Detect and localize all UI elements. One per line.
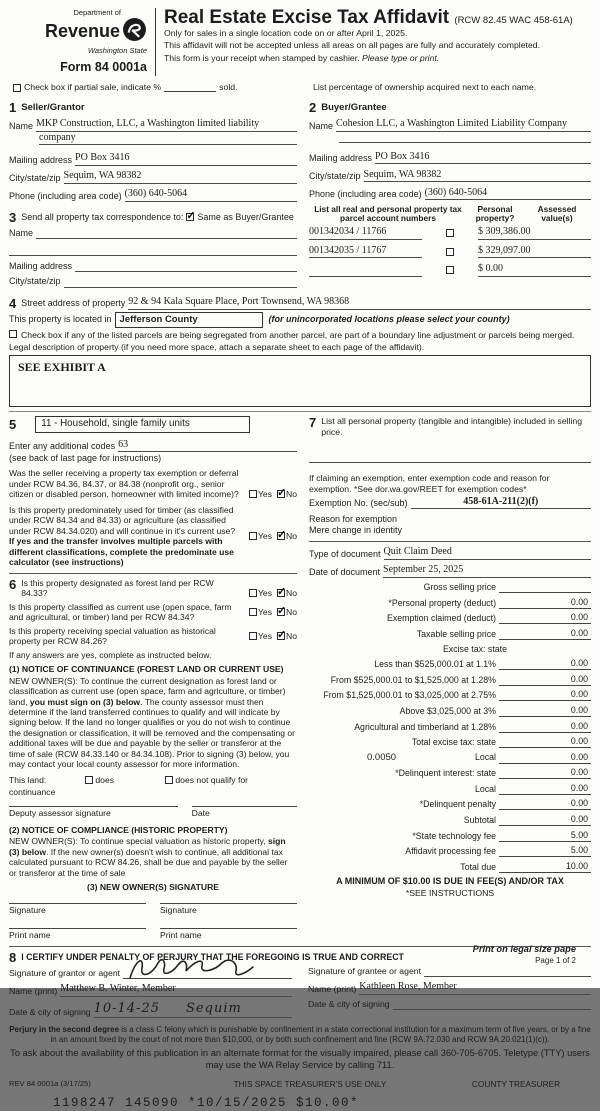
form-note-3: This form is your receipt when stamped by cashier. — [164, 52, 362, 63]
buyer-name-field-line2[interactable] — [339, 132, 591, 143]
yes-label: Yes — [257, 606, 272, 617]
corr-mailing-label: Mailing address — [9, 260, 73, 271]
dor-logo-icon — [122, 17, 147, 44]
tax-row-value[interactable]: 0.00 — [499, 814, 591, 826]
new-owner-signature-title: (3) NEW OWNER(S) SIGNATURE — [86, 882, 220, 893]
reason-exemption-field[interactable]: Mere change in identity — [309, 525, 403, 536]
buyer-mailing-label: Mailing address — [309, 153, 373, 164]
tax-row-label: Gross selling price — [423, 582, 496, 593]
seller-phone-label: Phone (including area code) — [9, 190, 122, 201]
seller-city-field[interactable]: Sequim, WA 98382 — [64, 170, 297, 184]
grantor-printname-label: Name (print) — [9, 985, 58, 996]
treasurer-stamp: 1198247 145090 *10/15/2025 $10.00* — [53, 1095, 360, 1110]
tax-row-label: Subtotal — [463, 814, 496, 825]
tax-row-label: *Delinquent penalty — [419, 799, 496, 810]
tax-row-value[interactable] — [499, 583, 591, 593]
excise-tax-state-header: Excise tax: state — [442, 643, 507, 654]
section1-title: Seller/Grantor — [21, 102, 85, 113]
tax-row-value[interactable]: 0.00 — [499, 628, 591, 640]
seller-phone-field[interactable]: (360) 640-5064 — [125, 188, 297, 202]
q3-no-checkbox[interactable] — [277, 589, 285, 597]
tax-row-value[interactable]: 0.00 — [499, 736, 591, 748]
parcel-row — [309, 226, 591, 240]
buyer-mailing-field[interactable]: PO Box 3416 — [375, 151, 591, 165]
new-owner-printname-field-2[interactable] — [160, 928, 297, 941]
county-select[interactable]: Jefferson County — [115, 312, 263, 328]
parcel-row — [309, 245, 591, 259]
print-name-label: Print name — [160, 929, 202, 940]
exemption-intro-2: exemption. *See dor.wa.gov/REET for exemption codes* — [309, 483, 527, 494]
form-number: Form 84 0001a — [60, 59, 147, 74]
tax-row-label: Taxable selling price — [416, 629, 496, 640]
corr-name-field-line2[interactable] — [9, 245, 297, 256]
ownership-percentage-note: List percentage of ownership acquired next to each name. — [313, 81, 537, 92]
grantor-city-handwritten: Sequim — [186, 1000, 242, 1016]
assessed-value-field[interactable]: $ 309,386.00 — [478, 226, 591, 240]
tax-row-value[interactable]: 5.00 — [499, 830, 591, 842]
yes-label: Yes — [257, 587, 272, 598]
grantor-printname-field[interactable]: Matthew B. Winter, Member — [60, 983, 292, 997]
doc-date-label: Date of document — [309, 566, 381, 577]
reason-exemption-label: Reason for exemption — [309, 513, 398, 524]
revenue-wordmark: Revenue — [44, 20, 120, 41]
grantor-signature-label: Signature of grantor or agent — [9, 968, 121, 979]
washington-state-label: Washington State — [87, 45, 147, 55]
q1-yes-checkbox[interactable] — [249, 490, 257, 498]
grantee-printname-label: Name (print) — [308, 983, 357, 994]
partial-sale-checkbox[interactable] — [13, 84, 21, 92]
rev-number: REV 84 0001a (3/17/25) — [9, 1079, 91, 1089]
tax-row-label: Local — [474, 783, 496, 794]
exemption-deferral-question: Was the seller receiving a property tax exemption or deferral under RCW 84.36, 84.37, or 84.38 (nonprofit org., senior citizen or disabled person, homeowner with limited income)? — [9, 468, 239, 500]
page-number: Page 1 of 2 — [535, 956, 576, 965]
signature-label: Signature — [160, 904, 197, 915]
doc-type-label: Type of document — [309, 548, 381, 559]
corr-name-field[interactable] — [36, 228, 297, 239]
does-not-label: does not qualify for — [175, 774, 249, 785]
grantee-datecity-field[interactable] — [393, 999, 591, 1010]
county-treasurer-label: COUNTY TREASURER — [471, 1079, 561, 1090]
q4-no-checkbox[interactable] — [277, 608, 285, 616]
continuance-label: continuance — [9, 787, 56, 798]
q4-yes-checkbox[interactable] — [249, 608, 257, 616]
land-use-code-field[interactable]: 11 - Household, single family units — [35, 416, 250, 432]
tax-row-label: *State technology fee — [412, 830, 496, 841]
yes-label: Yes — [257, 530, 272, 541]
section4-number: 4 — [9, 295, 17, 311]
treasurer-use-label: THIS SPACE TREASURER'S USE ONLY — [233, 1079, 387, 1090]
timber-question: Is this property predominately used for timber (as classified under RCW 84.34 and 84.33) or agriculture (as classified under RCW 84.34.020) and will continue in it's current use? — [9, 504, 236, 536]
notice2-title: (2) NOTICE OF COMPLIANCE (HISTORIC PROPERTY) — [9, 824, 228, 835]
buyer-city-field[interactable]: Sequim, WA 98382 — [364, 169, 591, 183]
buyer-name-label: Name — [309, 120, 334, 131]
yes-label: Yes — [257, 630, 272, 641]
tax-row-label: *Delinquent interest: state — [395, 768, 496, 779]
dor-logo-block — [9, 8, 155, 76]
tax-row-label: From $525,000.01 to $1,525,000 at 1.28% — [330, 674, 496, 685]
buyer-phone-field[interactable]: (360) 640-5064 — [425, 187, 591, 201]
tax-row-label: Above $3,025,000 at 3% — [399, 705, 496, 716]
tax-row-value[interactable]: 0.00 — [499, 721, 591, 733]
form-note-2: This affidavit will not be accepted unless all areas on all pages are fully and accurately completed. — [164, 40, 541, 51]
new-owner-signature-field-2[interactable] — [160, 903, 297, 916]
see-instructions-note: *SEE INSTRUCTIONS — [405, 887, 495, 898]
buyer-city-label: City/state/zip — [309, 171, 361, 182]
parcel-number-field[interactable]: 001342034 / 11766 — [309, 226, 422, 240]
tax-row-label: Affidavit processing fee — [405, 846, 496, 857]
notice1-text-cont: . The county assessor must then determine if the land transferred continues to qualify and will indicate by signing below. If the land no longer qualifies or you do not wish to continue the designation or classification, it will be removed and the compensating or additional taxes will be due and payable by the seller or transferor at the time of sale (RCW 84.33.140 or 84.34.108). Prior to signing (3) below, you may contact your local county assessor for more information. — [9, 696, 296, 770]
doc-type-field[interactable]: Quit Claim Deed — [384, 546, 591, 560]
notice2-bold: sign (3) below — [9, 836, 286, 857]
tax-row-value[interactable]: 0.00 — [499, 767, 591, 779]
certify-statement: I CERTIFY UNDER PENALTY OF PERJURY THAT THE FOREGOING IS TRUE AND CORRECT — [21, 952, 404, 963]
grantee-signature-field[interactable] — [424, 966, 591, 977]
tax-row-label: Local — [474, 751, 496, 762]
section8-number: 8 — [9, 950, 17, 966]
corr-mailing-field[interactable] — [75, 261, 297, 272]
no-label: No — [286, 587, 297, 598]
form-note-1: Only for sales in a single location code on or after April 1, 2025. — [164, 28, 408, 38]
exemption-no-field[interactable]: 458-61A-211(2)(f) — [411, 496, 591, 510]
print-name-label: Print name — [9, 929, 51, 940]
grantee-printname-field[interactable]: Kathleen Rose, Member — [359, 981, 591, 995]
grantee-signature-label: Signature of grantee or agent — [308, 966, 422, 977]
q2-yes-checkbox[interactable] — [249, 532, 257, 540]
tax-row-value[interactable]: 0.00 — [499, 752, 591, 764]
buyer-name-field[interactable]: Cohesion LLC, a Washington Limited Liability Company — [336, 118, 591, 132]
seller-mailing-label: Mailing address — [9, 154, 73, 165]
form-header — [9, 8, 591, 76]
date-label: Date — [191, 807, 210, 818]
tax-row-value[interactable]: 0.00 — [499, 612, 591, 624]
form-title: Real Estate Excise Tax Affidavit — [164, 7, 450, 28]
personal-property-checkbox[interactable] — [446, 266, 454, 274]
notice1-title: (1) NOTICE OF CONTINUANCE (FOREST LAND OR CURRENT USE) — [9, 663, 284, 674]
seller-name-field[interactable]: MKP Construction, LLC, a Washington limited liability — [36, 118, 297, 132]
grantor-datecity-label: Date & city of signing — [9, 1007, 91, 1018]
seller-name-field-line2[interactable]: company — [39, 132, 297, 146]
parcel-number-field[interactable] — [309, 266, 422, 277]
personal-property-checkbox[interactable] — [446, 229, 454, 237]
tax-row-value[interactable]: 0.00 — [499, 783, 591, 795]
type-or-print-note: Please type or print. — [361, 52, 440, 63]
no-label: No — [286, 489, 297, 500]
street-address-label: Street address of property — [21, 298, 126, 309]
tax-row-value[interactable]: 5.00 — [499, 845, 591, 857]
new-owner-signature-field-1[interactable] — [9, 903, 146, 916]
local-rate-value: 0.0050 — [367, 751, 397, 763]
notice1-text: NEW OWNER(S): To continue the current designation as forest land or classification as current use (open space, farm and agriculture, or timber) land, — [9, 675, 286, 707]
tax-row-value[interactable]: 0.00 — [499, 705, 591, 717]
personal-property-list-label: List all personal property (tangible and intangible) included in selling price. — [321, 416, 583, 438]
no-label: No — [286, 630, 297, 641]
does-checkbox[interactable] — [85, 776, 93, 784]
q5-yes-checkbox[interactable] — [249, 632, 257, 640]
grantor-signature-ink — [127, 954, 255, 982]
seller-name-label: Name — [9, 120, 34, 131]
tax-row-value[interactable]: 0.00 — [499, 658, 591, 670]
legal-description-value: SEE EXHIBIT A — [18, 360, 106, 375]
located-in-label: This property is located in — [9, 314, 112, 324]
tax-row-label: Less than $525,000.01 at 1.1% — [374, 659, 496, 670]
section3-label: Send all property tax correspondence to: — [21, 211, 184, 222]
q5-no-checkbox[interactable] — [277, 632, 285, 640]
form-rcw-ref: (RCW 82.45 WAC 458-61A) — [454, 15, 573, 26]
tax-row-label: Total due — [460, 861, 496, 872]
additional-codes-field[interactable]: 63 — [118, 439, 297, 453]
partial-sale-percent-field[interactable] — [164, 91, 216, 92]
corr-name-label: Name — [9, 227, 34, 238]
street-address-field[interactable]: 92 & 94 Kala Square Place, Port Townsend, WA 98368 — [128, 296, 591, 310]
section5-number: 5 — [9, 416, 17, 432]
tax-row-label: Total excise tax: state — [411, 737, 496, 748]
section7-number: 7 — [309, 415, 317, 431]
current-use-question: Is this property classified as current use (open space, farm and agricultural, or timber) land per RCW 84.34? — [9, 601, 232, 623]
additional-codes-label: Enter any additional codes — [9, 440, 116, 451]
tax-row-value[interactable]: 0.00 — [499, 689, 591, 701]
corr-city-label: City/state/zip — [9, 276, 61, 287]
tax-row-label: Agricultural and timberland at 1.28% — [354, 721, 496, 732]
perjury-note: is a class C felony which is punishable by confinement in a state correctional institution for a maximum term of five years, or by a fine in an amount fixed by the court of not more than $10,000, or by both such confinement and fine (RCW 9A.72.030 and RCW 9A.20.021(1)(c)). — [50, 1025, 591, 1045]
section1-number: 1 — [9, 100, 17, 116]
doc-date-field[interactable]: September 25, 2025 — [383, 564, 591, 578]
grantor-datecity-field[interactable] — [94, 1001, 292, 1018]
assessed-value-field[interactable]: $ 329,097.00 — [478, 245, 591, 259]
section2-number: 2 — [309, 100, 317, 116]
section3-number: 3 — [9, 209, 17, 225]
tax-row-value[interactable]: 0.00 — [499, 597, 591, 609]
section6-number: 6 — [9, 576, 17, 592]
legal-description-label: Legal description of property (if you need more space, attach a separate sheet to each page of the affidavit). — [9, 342, 425, 353]
same-as-buyer-checkbox[interactable] — [186, 213, 194, 221]
does-label: does — [95, 774, 115, 785]
assessed-value-col-header: Assessed value(s) — [537, 203, 577, 224]
q2-no-checkbox[interactable] — [277, 532, 285, 540]
print-legal-size-note: Print on legal size pape — [472, 944, 576, 955]
personal-property-checkbox[interactable] — [446, 248, 454, 256]
grantee-datecity-label: Date & city of signing — [308, 998, 390, 1009]
tty-note: To ask about the availability of this publication in an alternate format for the visually impaired, please call 360-705-6705. Teletype (TTY) users may use the WA Relay Service by calling 711. — [10, 1048, 590, 1070]
personal-property-list-field[interactable] — [309, 452, 591, 463]
same-as-buyer-label: Same as Buyer/Grantee — [197, 211, 294, 222]
tax-row-value[interactable]: 0.00 — [499, 798, 591, 810]
grantor-signature-field[interactable] — [123, 966, 292, 979]
minimum-due-note: A MINIMUM OF $10.00 IS DUE IN FEE(S) AND/OR TAX — [336, 876, 564, 887]
this-land-label: This land: — [9, 774, 47, 785]
dept-of-label: Department of — [73, 8, 121, 17]
grantor-date-handwritten: 10-14-25 — [93, 1000, 161, 1016]
notice2-text: NEW OWNER(S): To continue special valuation as historic property, — [9, 836, 269, 847]
does-not-checkbox[interactable] — [165, 776, 173, 784]
tax-row-label: *Personal property (deduct) — [388, 597, 496, 608]
tax-row-label: From $1,525,000.01 to $3,025,000 at 2.75% — [323, 690, 496, 701]
parcel-number-field[interactable]: 001342035 / 11767 — [309, 245, 422, 259]
q3-yes-checkbox[interactable] — [249, 589, 257, 597]
personal-property-col-header: Personal property? — [475, 203, 515, 224]
new-owner-printname-field-1[interactable] — [9, 928, 146, 941]
deputy-date-field[interactable] — [192, 806, 297, 819]
if-any-yes-note: If any answers are yes, complete as instructed below. — [9, 649, 212, 660]
yes-label: Yes — [257, 489, 272, 500]
no-label: No — [286, 606, 297, 617]
seller-mailing-field[interactable]: PO Box 3416 — [75, 152, 297, 166]
seller-city-label: City/state/zip — [9, 172, 61, 183]
deputy-assessor-signature-field[interactable] — [9, 806, 178, 819]
timber-question-bold: If yes and the transfer involves multiple parcels with different classifications, complete the predominate use calculator (see instructions) — [9, 536, 234, 568]
segregated-checkbox[interactable] — [9, 330, 17, 338]
notice1-bold: you must sign on (3) below — [29, 696, 141, 707]
legal-description-field[interactable] — [9, 355, 591, 407]
tax-row-label: Exemption claimed (deduct) — [386, 613, 496, 624]
perjury-note-bold: Perjury in the second degree — [9, 1025, 120, 1035]
tax-row-value[interactable]: 0.00 — [499, 674, 591, 686]
exemption-no-label: Exemption No. (sec/sub) — [309, 498, 408, 509]
tax-row-value[interactable]: 10.00 — [499, 861, 591, 873]
q1-no-checkbox[interactable] — [277, 490, 285, 498]
partial-sale-sold-label: sold. — [219, 81, 238, 92]
county-note: (for unincorporated locations please select your county) — [268, 314, 510, 324]
corr-city-field[interactable] — [64, 277, 297, 288]
assessed-value-field[interactable]: $ 0.00 — [478, 263, 591, 277]
exemption-intro-1: If claiming an exemption, enter exemption code and reason for — [309, 473, 550, 484]
notice2-text-cont: . If the new owner(s) doesn't wish to continue, all additional tax calculated pursuant to RCW 84.26, shall be due and payable by the seller or transferor at the time of sale — [9, 846, 288, 878]
no-label: No — [286, 530, 297, 541]
deputy-assessor-label: Deputy assessor signature — [9, 807, 111, 818]
see-back-note: (see back of last page for instructions) — [9, 453, 162, 464]
signature-label: Signature — [9, 904, 46, 915]
parcel-row — [309, 263, 591, 277]
historical-question: Is this property receiving special valuation as historical property per RCW 84.26? — [9, 625, 216, 647]
partial-sale-label: Check box if partial sale, indicate % — [24, 81, 162, 92]
segregated-label: Check box if any of the listed parcels are being segregated from another parcel, are part of a boundary line adjustment or parcels being merged. — [21, 329, 575, 340]
section2-title: Buyer/Grantee — [321, 102, 387, 113]
buyer-phone-label: Phone (including area code) — [309, 189, 422, 200]
parcel-col-header: List all real and personal property tax parcel account numbers — [314, 203, 462, 224]
forest-land-question: Is this property designated as forest land per RCW 84.33? — [21, 577, 214, 599]
